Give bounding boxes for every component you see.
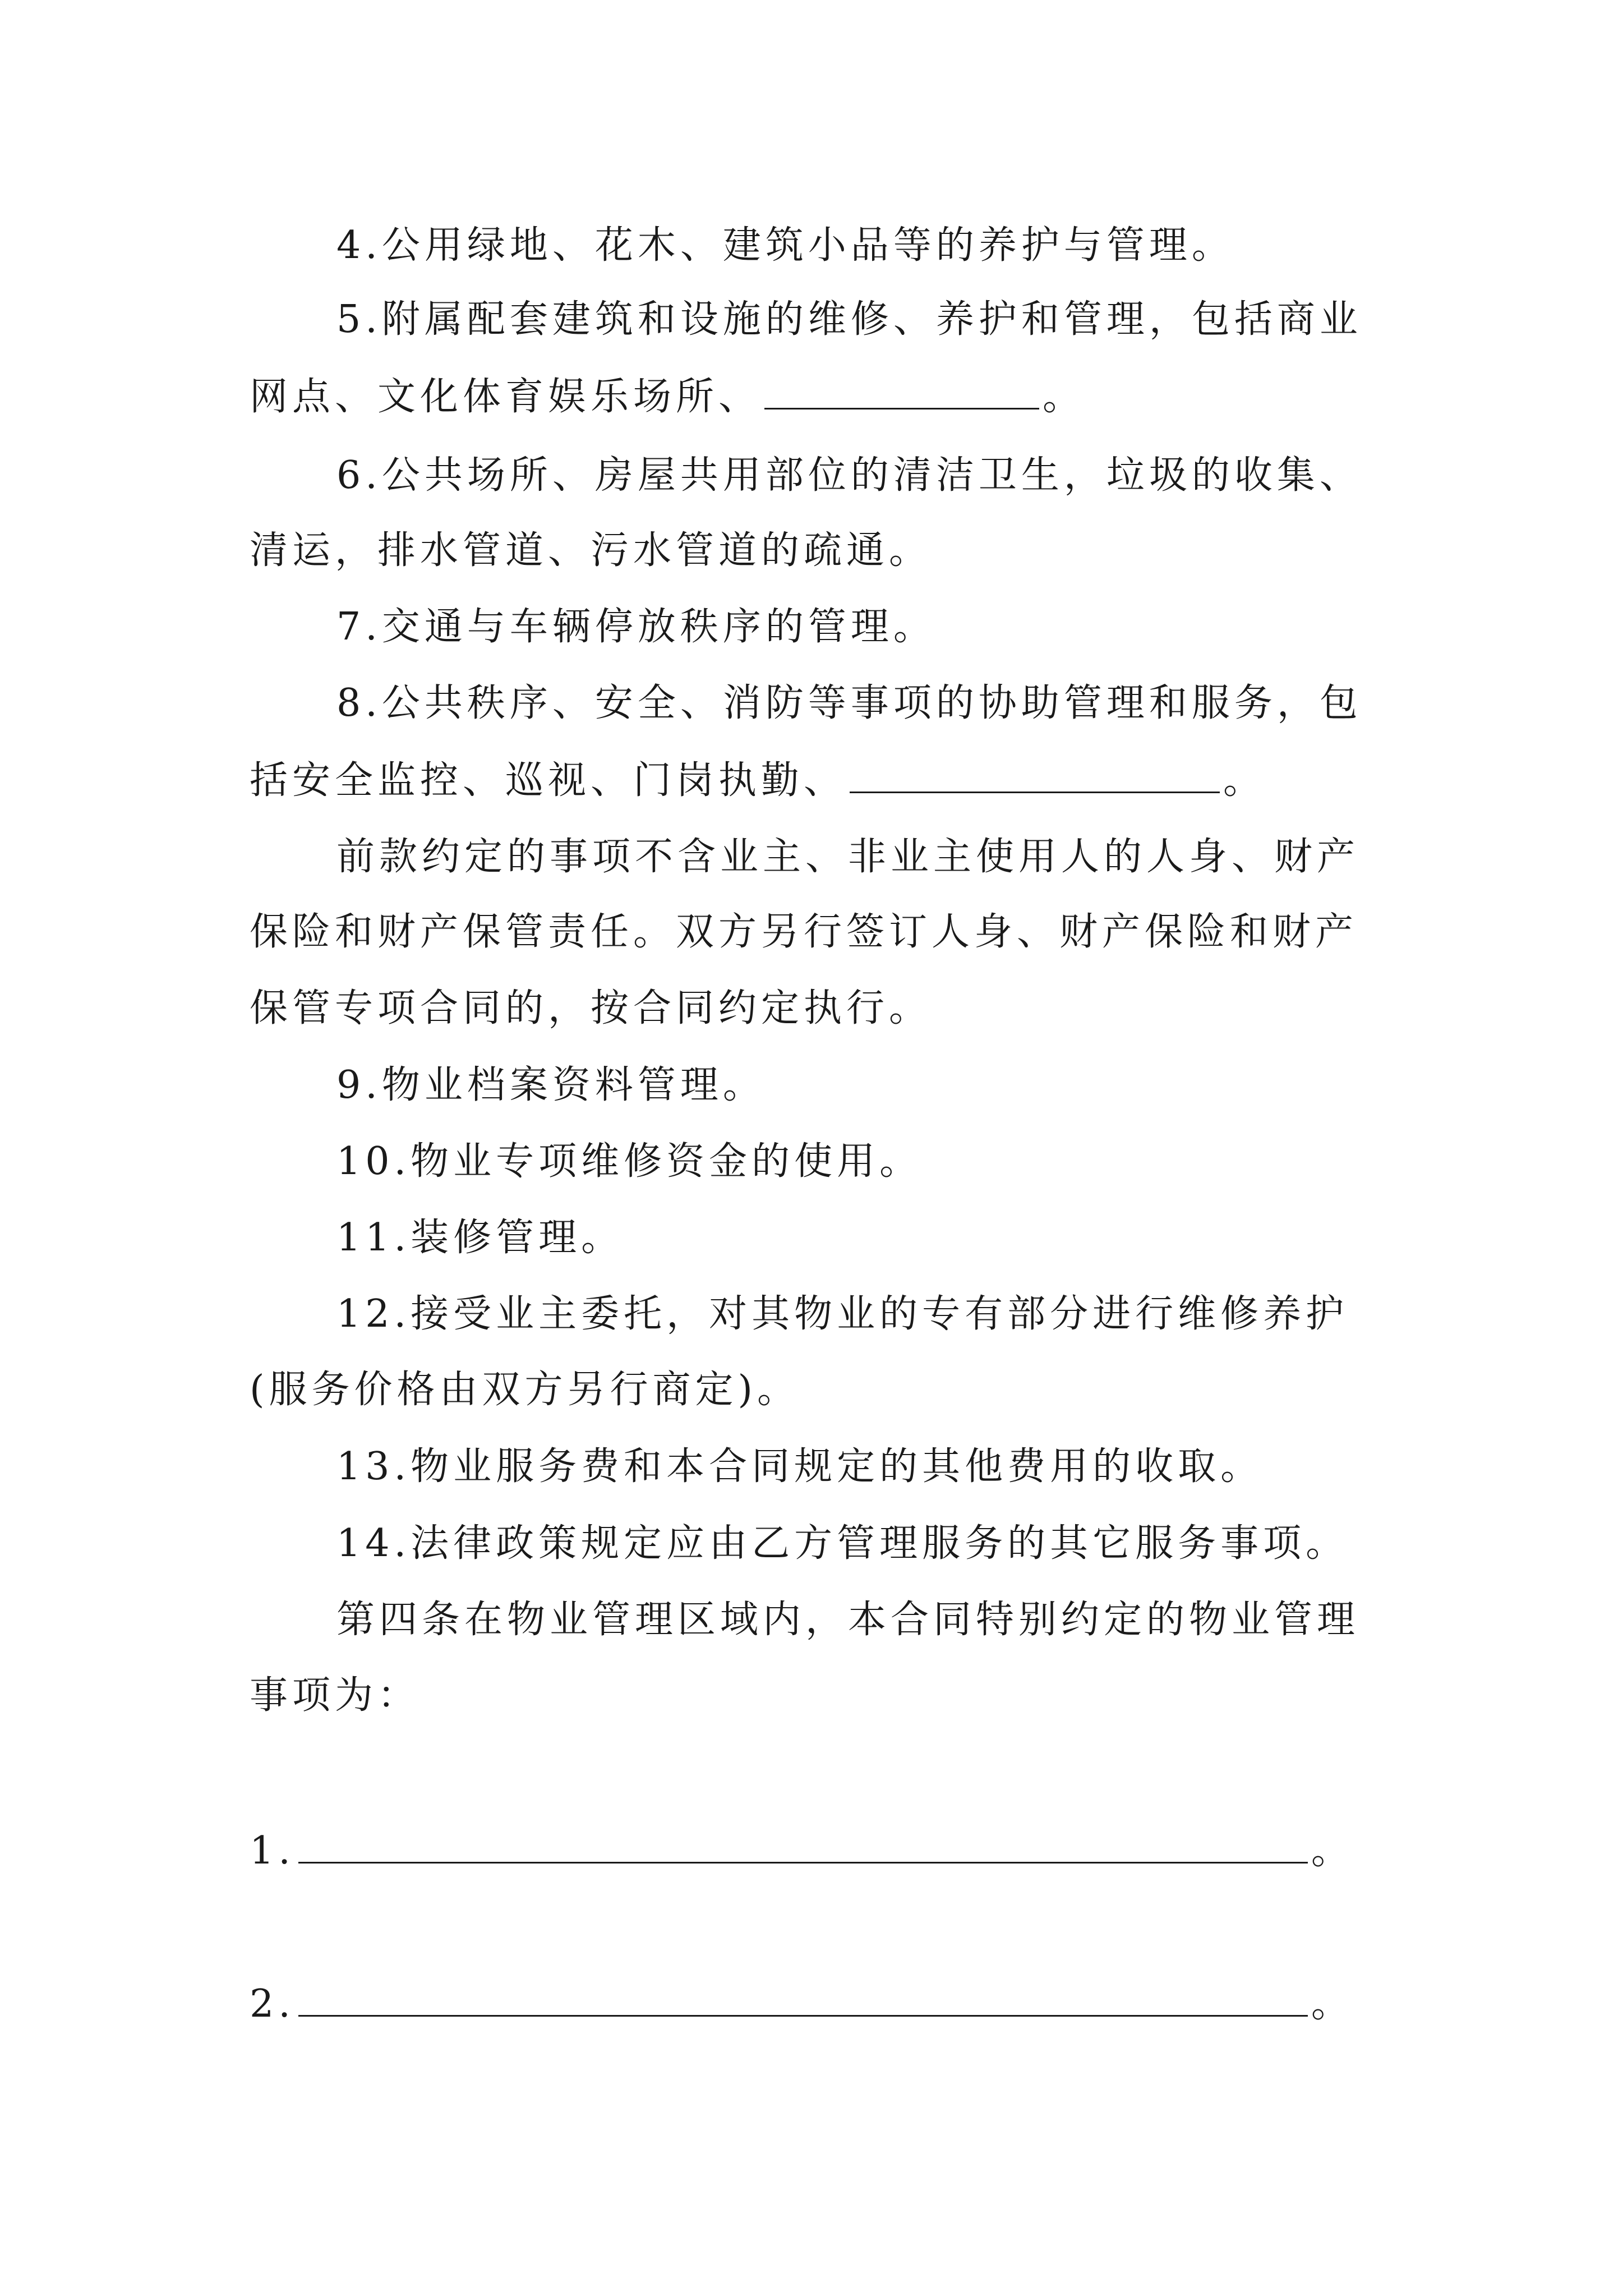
- period-mark: 。: [1223, 758, 1266, 803]
- fill-in-blank[interactable]: [298, 1982, 1308, 2017]
- clause-item-12: 12.接受业主委托，对其物业的专有部分进行维修养护: [336, 1292, 1349, 1336]
- clause-item-5-text: 网点、文化体育娱乐场所、: [250, 375, 762, 419]
- clause-item-14: 14.法律政策规定应由乙方管理服务的其它服务事项。: [336, 1521, 1349, 1566]
- period-mark: 。: [1311, 1829, 1354, 1873]
- clause-item-12-cont: (服务价格由双方另行商定)。: [250, 1368, 800, 1412]
- clause-item-7: 7.交通与车辆停放秩序的管理。: [336, 605, 936, 649]
- special-item-1: [250, 1829, 1354, 1874]
- clause-item-11: 11.装修管理。: [336, 1216, 624, 1260]
- paragraph-line: 保管专项合同的，按合同约定执行。: [250, 986, 932, 1030]
- fill-in-blank[interactable]: [298, 1829, 1308, 1864]
- clause-item-8: 8.公共秩序、安全、消防等事项的协助管理和服务，包: [336, 681, 1362, 725]
- clause-item-4: 4.公用绿地、花木、建筑小品等的养护与管理。: [336, 223, 1234, 268]
- period-mark: 。: [1311, 1982, 1354, 2026]
- fill-in-blank[interactable]: [764, 375, 1039, 409]
- paragraph-line: 前款约定的事项不含业主、非业主使用人的人身、财产: [336, 835, 1360, 879]
- clause-item-9: 9.物业档案资料管理。: [336, 1063, 766, 1107]
- clause-item-5: 5.附属配套建筑和设施的维修、养护和管理，包括商业: [336, 297, 1362, 342]
- fill-in-blank[interactable]: [850, 759, 1220, 793]
- article-four: 第四条在物业管理区域内，本合同特别约定的物业管理: [336, 1598, 1360, 1642]
- special-item-2: [250, 1982, 1354, 2027]
- clause-item-8-cont: [250, 758, 1266, 803]
- clause-item-6: 6.公共场所、房屋共用部位的清洁卫生，垃圾的收集、: [336, 453, 1362, 498]
- period-mark: 。: [1043, 375, 1086, 419]
- clause-item-5-cont: [250, 375, 1085, 420]
- special-item-1-number: 1.: [250, 1829, 295, 1873]
- clause-item-8-text: 括安全监控、巡视、门岗执勤、: [250, 758, 847, 803]
- special-item-2-number: 2.: [250, 1982, 295, 2026]
- clause-item-6-cont: 清运，排水管道、污水管道的疏通。: [250, 528, 932, 573]
- article-four-cont: 事项为：: [250, 1673, 421, 1718]
- paragraph-line: 保险和财产保管责任。双方另行签订人身、财产保险和财产: [250, 910, 1358, 954]
- clause-item-13: 13.物业服务费和本合同规定的其他费用的收取。: [336, 1444, 1264, 1489]
- clause-item-10: 10.物业专项维修资金的使用。: [336, 1139, 923, 1184]
